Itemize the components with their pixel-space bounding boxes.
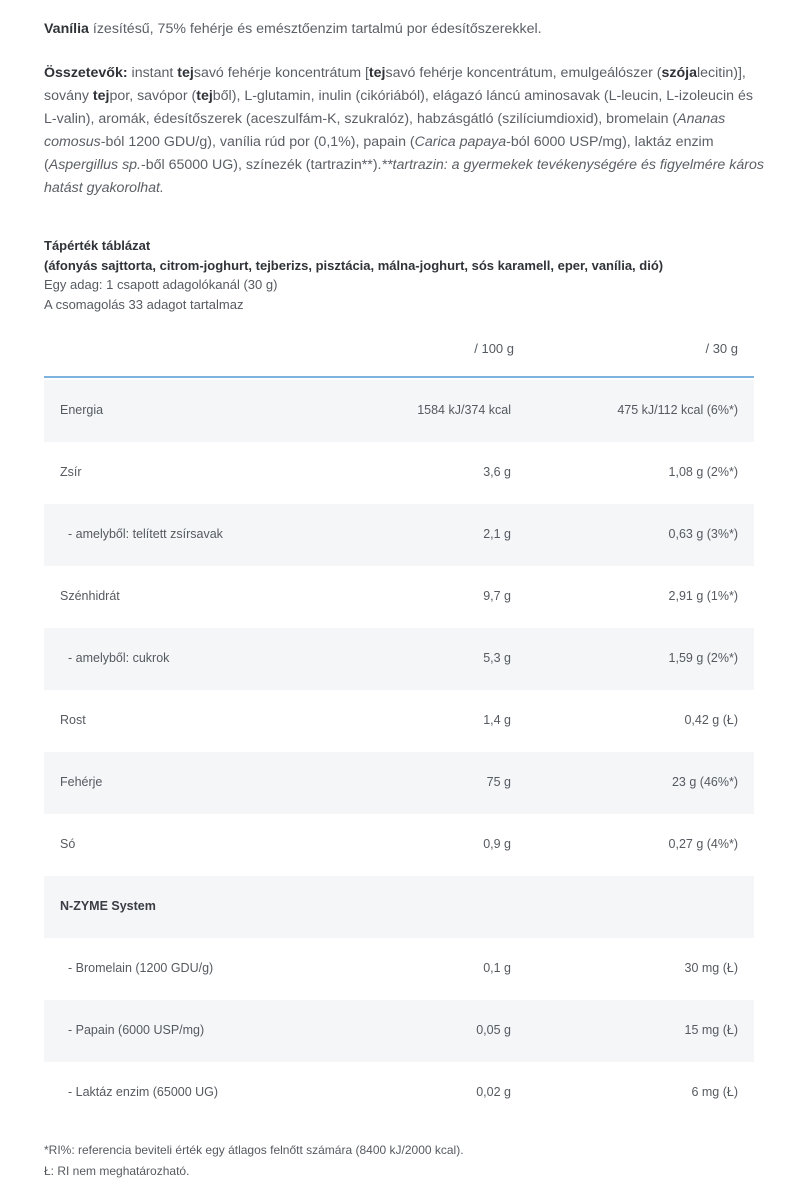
- value-per-30g: 475 kJ/112 kcal (6%*): [617, 403, 738, 417]
- value-per-30g: 15 mg (Ł): [684, 1023, 738, 1037]
- allergen-text: szója: [661, 65, 697, 81]
- product-description: [44, 18, 764, 40]
- table-row: [44, 628, 754, 690]
- value-per-100g: 0,1 g: [483, 961, 511, 975]
- allergen-text: tej: [368, 65, 386, 81]
- not-determined-footnote: Ł: RI nem meghatározható.: [44, 1164, 190, 1178]
- table-row: [44, 442, 754, 504]
- value-per-100g: 5,3 g: [483, 651, 511, 665]
- row-label: - amelyből: telített zsírsavak: [68, 527, 223, 541]
- footnotes: [44, 1140, 764, 1182]
- table-row: [44, 1000, 754, 1062]
- value-per-30g: 0,27 g (4%*): [668, 837, 738, 851]
- value-per-100g: 3,6 g: [483, 465, 511, 479]
- tartrazin-warning: **tartrazin: a gyermekek tevékenységére és figyelmére káros hatást gyakorolhat.: [44, 157, 764, 196]
- flavor-name: Vanília: [44, 21, 89, 37]
- value-per-30g: 2,91 g (1%*): [668, 589, 738, 603]
- ingredients-label: Összetevők:: [44, 65, 128, 81]
- nutrition-table: [44, 380, 754, 1124]
- ingredients-text: por, savópor (: [109, 88, 197, 104]
- servings-count: A csomagolás 33 adagot tartalmaz: [44, 296, 244, 312]
- ingredients-paragraph: [44, 62, 764, 200]
- row-label: - Bromelain (1200 GDU/g): [68, 961, 214, 975]
- table-row: [44, 380, 754, 442]
- row-label: - Laktáz enzim (65000 UG): [68, 1085, 219, 1099]
- row-label: Fehérje: [60, 775, 103, 789]
- species-name: Carica papaya: [414, 134, 507, 150]
- value-per-30g: 6 mg (Ł): [691, 1085, 738, 1099]
- value-per-100g: 1,4 g: [483, 713, 511, 727]
- table-row: [44, 814, 754, 876]
- nutrition-title: Tápérték táblázat: [44, 238, 151, 253]
- nutrition-column-header: [44, 330, 754, 378]
- table-row: [44, 566, 754, 628]
- value-per-100g: 0,02 g: [476, 1085, 511, 1099]
- value-per-30g: 30 mg (Ł): [684, 961, 738, 975]
- ingredients-text: instant: [127, 65, 178, 81]
- value-per-30g: 0,63 g (3%*): [668, 527, 738, 541]
- table-row: [44, 690, 754, 752]
- ri-footnote: *RI%: referencia beviteli érték egy átlagos felnőtt számára (8400 kJ/2000 kcal).: [44, 1143, 464, 1157]
- row-label: Energia: [60, 403, 104, 417]
- value-per-30g: 1,08 g (2%*): [668, 465, 738, 479]
- ingredients-text: -ból 6000 USP/mg), laktáz enzim (: [44, 134, 714, 173]
- row-label: Só: [60, 837, 76, 851]
- ingredients-text: -ből 65000 UG), színezék (tartrazin**).: [141, 157, 382, 173]
- nutrition-flavors: (áfonyás sajttorta, citrom-joghurt, tejberizs, pisztácia, málna-joghurt, sós karamell, eper, vanília, dió): [44, 257, 664, 273]
- value-per-100g: 0,9 g: [483, 837, 511, 851]
- table-section-row: [44, 876, 754, 938]
- value-per-100g: 9,7 g: [483, 589, 511, 603]
- value-per-100g: 1584 kJ/374 kcal: [417, 403, 511, 417]
- nutrition-header: [44, 236, 764, 314]
- table-row: [44, 504, 754, 566]
- table-row: [44, 938, 754, 1000]
- description-text: ízesítésű, 75% fehérje és emésztőenzim tartalmú por édesítőszerekkel.: [88, 21, 542, 37]
- row-label: - amelyből: cukrok: [68, 651, 170, 665]
- value-per-30g: 23 g (46%*): [671, 775, 738, 789]
- column-per-30g: / 30 g: [705, 341, 738, 356]
- row-label: Rost: [60, 713, 86, 727]
- allergen-text: tej: [196, 88, 213, 104]
- value-per-30g: 0,42 g (Ł): [684, 713, 738, 727]
- value-per-30g: 1,59 g (2%*): [668, 651, 738, 665]
- section-label: N-ZYME System: [60, 899, 156, 913]
- row-label: Szénhidrát: [60, 589, 120, 603]
- row-label: - Papain (6000 USP/mg): [68, 1023, 205, 1037]
- species-name: Ananas comosus: [44, 111, 726, 150]
- table-row: [44, 1062, 754, 1124]
- ingredients-text: ből), L-glutamin, inulin (cikóriából), elágazó láncú aminosavak (L-leucin, L-izoleucin és L-valin), aromák, édesítőszerek (aceszulfám-K, szukralóz), habzásgátló (szilíciumdioxid), bromelain (: [44, 88, 753, 127]
- table-row: [44, 752, 754, 814]
- serving-size: Egy adag: 1 csapott adagolókanál (30 g): [44, 277, 278, 292]
- ingredients-text: lecitin)], sovány: [44, 65, 746, 104]
- ingredients-text: -ból 1200 GDU/g), vanília rúd por (0,1%), papain (: [100, 134, 415, 150]
- value-per-100g: 75 g: [486, 775, 511, 789]
- ingredients-text: savó fehérje koncentrátum, emulgeálószer (: [385, 65, 662, 81]
- allergen-text: tej: [92, 88, 110, 104]
- species-name: Aspergillus sp.: [48, 157, 141, 173]
- column-per-100g: / 100 g: [474, 341, 514, 356]
- value-per-100g: 2,1 g: [483, 527, 511, 541]
- row-label: Zsír: [60, 465, 82, 479]
- ingredients-text: savó fehérje koncentrátum [: [193, 65, 369, 81]
- allergen-text: tej: [177, 65, 194, 81]
- value-per-100g: 0,05 g: [476, 1023, 511, 1037]
